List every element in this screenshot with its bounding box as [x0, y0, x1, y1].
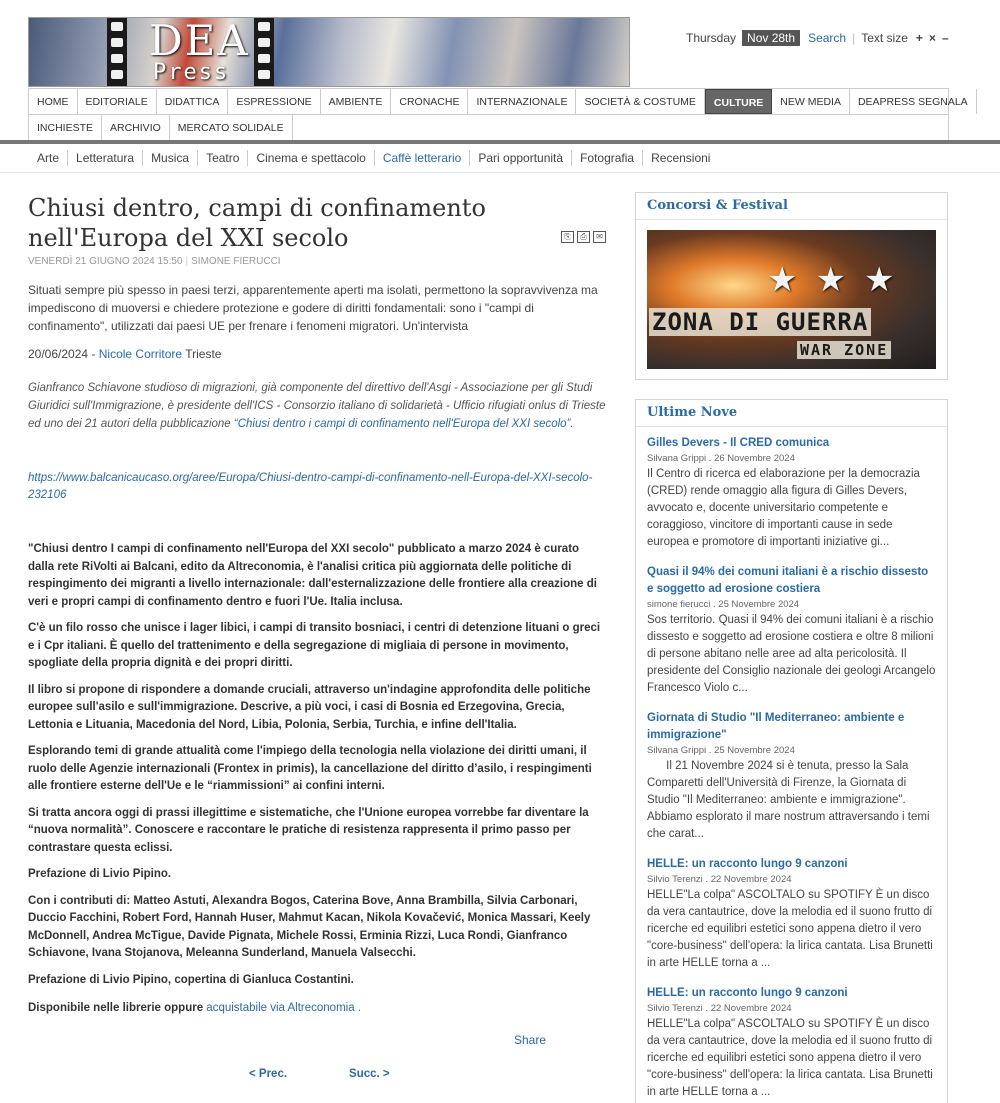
news-item-separator: . — [710, 599, 719, 610]
article-paragraph: Prefazione di Livio Pipino, copertina di Gianluca Costantini. — [28, 973, 354, 986]
news-item-excerpt: HELLE"La colpa" ASCOLTALO su SPOTIFY È un disco da vera cantautrice, dove la melodia ed il suono frutto di ricerche ed equilibri estetici sono appena dietro il vero "core-business" dell'opera: la lirica cantata. Lisa Brunetti in arte HELLE torna a ... — [647, 889, 937, 969]
news-item-separator: . — [706, 453, 715, 464]
news-item-separator: . — [702, 874, 711, 885]
festival-box-title: Concorsi & Festival — [636, 193, 947, 220]
main-nav-row-2 — [29, 115, 284, 141]
buy-link[interactable]: acquistabile via Altreconomia — [206, 1002, 355, 1014]
news-item-excerpt: HELLE"La colpa" ASCOLTALO su SPOTIFY È un disco da vera cantautrice, dove la melodia ed il suono frutto di ricerche ed equilibri estetici sono appena dietro il vero "core-business" dell'opera: la lirica cantata. Lisa Brunetti in arte HELLE torna a ... — [647, 1018, 937, 1098]
text-size-reset-button[interactable]: × — [928, 31, 936, 45]
news-item-meta — [647, 745, 936, 756]
film-strip-left — [107, 18, 127, 87]
article-paragraph: Il libro si propone di rispondere a domande cruciali, attraverso un'indagine approfondita delle politiche europee sull'asilo e sull'immigrazione. Descrive, a più voci, i casi di Bosnia ed Erzegovina, Grecia, Lettonia e Lituania, Macedonia del Nord, Libia, Polonia, Serbia, Turchia, e infine dell'Italia. — [28, 683, 591, 731]
article-author: SIMONE FIERUCCI — [191, 256, 281, 267]
news-item-title-link[interactable]: HELLE: un racconto lungo 9 canzoni — [647, 987, 848, 999]
nav-divider-bar — [0, 140, 1000, 144]
news-item-author: Silvio Terenzi — [647, 874, 703, 885]
news-item-title-link[interactable]: Giornata di Studio "Il Mediterraneo: ambiente e immigrazione" — [647, 712, 905, 741]
email-icon[interactable]: ✉ — [593, 231, 606, 243]
latest-news-box — [635, 399, 948, 1103]
news-item — [647, 985, 936, 1101]
text-size-increase-button[interactable]: + — [915, 31, 923, 45]
search-link[interactable]: Search — [808, 31, 847, 45]
nav-item-societa-costume[interactable]: SOCIETÀ & COSTUME — [576, 89, 704, 114]
article-intro: Situati sempre più spesso in paesi terzi, apparentemente aperti ma isolati, permettono la sopravvivenza ma impediscono di muoversi e chiedere protezione e godere di diritti fondamentali: sono i "campi di confinamento", utilizzati dai paesi UE per frenare i fenomeni migratori. Un'intervista — [28, 283, 598, 333]
availability-line — [28, 998, 608, 1016]
news-item-meta — [647, 599, 936, 610]
news-item-separator: . — [706, 745, 715, 756]
news-item-author: Silvana Grippi — [647, 745, 707, 756]
article-paragraph: "Chiusi dentro I campi di confinamento nell'Europa del XXI secolo" pubblicato a marzo 2024 è curato dalla rete RiVolti ai Balcani, edito da Altreconomia, è l'analisi critica più aggiornata delle politiche di respingimento dei migranti a livello internazionale: dall'esternalizzazione delle frontiere alla creazione di veri e propri campi di confinamento dentro e fuori l'Ue. Italia inclusa. — [28, 543, 597, 608]
news-item-meta — [647, 874, 936, 885]
article-paragraph: Prefazione di Livio Pipino. — [28, 868, 172, 880]
nav-item-new-media[interactable]: NEW MEDIA — [772, 89, 850, 114]
article-pager — [249, 1068, 390, 1080]
sub-nav — [28, 150, 718, 166]
banner-title: ZONA DI GUERRA — [649, 308, 871, 336]
article-title: Chiusi dentro, campi di confinamento nell'Europa del XXI secolo — [28, 194, 486, 252]
news-item-separator: . — [702, 1003, 711, 1014]
news-item-meta — [647, 1003, 936, 1014]
nav-item-inchieste[interactable]: INCHIESTE — [29, 115, 102, 140]
nav-item-espressione[interactable]: ESPRESSIONE — [228, 89, 320, 114]
festival-box — [635, 192, 948, 380]
news-item-date: 25 Novembre 2024 — [714, 745, 795, 756]
text-size-decrease-button[interactable]: – — [941, 31, 949, 45]
main-nav-row-1 — [29, 89, 968, 115]
text-size-label: Text size — [861, 31, 908, 45]
pdf-icon[interactable]: ⎘ — [561, 231, 574, 243]
article-paragraph: Con i contributi di: Matteo Astuti, Alexandra Bogos, Caterina Bove, Anna Brambilla, Silvia Carbonari, Duccio Facchini, Robert Ford, Hannah Huser, Mahmut Kacan, Nikola Kovačević, Monica Massari, Keely McDonnell, Andrea McTigue, Davide Pignata, Michele Rossi, Erminia Rizzi, Luca Rondi, Gianfranco Schiavone, Ivana Stojanova, Meleanna Sunderland, Manuela Valsecchi. — [28, 894, 591, 959]
current-date: Nov 28th — [742, 30, 800, 46]
news-item-date: 22 Novembre 2024 — [710, 874, 792, 885]
availability-text: Disponibile nelle librerie oppure — [28, 1002, 207, 1014]
byline-date: 20/06/2024 - — [28, 347, 96, 361]
news-item-date: 26 Novembre 2024 — [714, 453, 795, 464]
news-item-excerpt: Il 21 Novembre 2024 si è tenuta, presso la Sala Comparetti dell'Università di Firenze, la Giornata di Studio "Il Mediterraneo: ambiente e immigrazione". Abbiamo esplorato il mare nostrum attraversando i temi che carat... — [647, 760, 933, 840]
main-nav — [28, 88, 968, 141]
news-item-author: Silvana Grippi — [647, 453, 707, 464]
subnav-item-caffe-letterario[interactable]: Caffè letterario — [375, 150, 471, 166]
nav-item-archivio[interactable]: ARCHIVIO — [102, 115, 170, 140]
logo-text-press: Press — [153, 60, 230, 85]
banner-stars: ★★★ — [767, 261, 913, 299]
top-utility-bar — [686, 30, 952, 46]
article — [28, 193, 608, 1080]
news-item-date: 22 Novembre 2024 — [710, 1003, 792, 1014]
nav-item-mercato-solidale[interactable]: MERCATO SOLIDALE — [170, 115, 293, 140]
current-day: Thursday — [686, 31, 737, 45]
nav-item-editoriale[interactable]: EDITORIALE — [78, 89, 157, 114]
subnav-item-fotografia[interactable]: Fotografia — [572, 150, 643, 166]
byline-place: Trieste — [185, 347, 222, 361]
next-article-link[interactable]: Succ. > — [349, 1068, 390, 1080]
news-item-author: simone fierucci — [647, 599, 711, 610]
news-item-excerpt: Il Centro di ricerca ed elaborazione per la democrazia (CRED) rende omaggio alla figura di Gilles Devers, avvocato e, docente universitario competente e coraggioso, vincitore di importanti cause in sede europea e promotore di importanti iniziative gi... — [647, 468, 924, 548]
article-byline — [28, 347, 608, 361]
article-date: VENERDÌ 21 GIUGNO 2024 15:50 — [28, 256, 183, 267]
article-paragraph: C'è un filo rosso che unisce i lager libici, i campi di transito bosniaci, i centri di detenzione lituani o greci e i Cpr italiani. È quello del trattenimento e della segregazione di migliaia di persone in movimento, spogliate della propria dignità e dei propri diritti. — [28, 622, 601, 669]
article-paragraph: Si tratta ancora oggi di prassi illegittime e sistematiche, che l'Unione europea vorrebbe far diventare la “nuova normalità”. Conoscere e raccontare le pratiche di resistenza rappresenta il primo passo per contrastare questa eclissi. — [28, 806, 589, 854]
nav-item-didattica[interactable]: DIDATTICA — [157, 89, 229, 114]
news-item — [647, 564, 939, 697]
subnav-item-recensioni[interactable]: Recensioni — [651, 151, 711, 165]
latest-news-list — [636, 427, 947, 1101]
news-item — [647, 856, 936, 972]
nav-item-deapress-segnala[interactable]: DEAPRESS SEGNALA — [850, 89, 977, 114]
nav-item-home[interactable]: HOME — [29, 89, 78, 114]
article-meta: VENERDÌ 21 GIUGNO 2024 15:50 | SIMONE FIERUCCI — [28, 256, 281, 267]
subnav-item-letteratura[interactable]: Letteratura — [68, 150, 143, 166]
war-zone-banner[interactable] — [647, 230, 936, 369]
article-paragraph: Esplorando temi di grande attualità come l'impiego della tecnologia nella violazione dei diritti umani, il ruolo delle Agenzie internazionali (Frontex in primis), la cancellazione del diritto d’asilo, i respingimenti alle frontiere esterne dell'Ue e le “riammissioni” ai confini interni. — [28, 745, 592, 792]
byline-author-link[interactable]: Nicole Corritore — [98, 347, 183, 361]
share-button[interactable]: Share — [514, 1033, 547, 1047]
article-tools — [561, 231, 606, 243]
news-item — [647, 710, 936, 843]
latest-news-title: Ultime Nove — [636, 400, 947, 427]
nav-item-ambiente[interactable]: AMBIENTE — [321, 89, 392, 114]
author-bio-text: Gianfranco Schiavone studioso di migrazioni, già componente del direttivo dell'Asgi - Associazione per gli Studi Giuridici sull'Immigrazione, è presidente dell'ICS - Consorzio italiano di solidarietà - Ufficio rifugiati onlus di Trieste ed uno dei 21 autori della pubblicazione — [28, 382, 606, 430]
news-item-excerpt: Sos territorio. Quasi il 94% dei comuni italiani è a rischio dissesto e soggetto ad erosione costiera e oltre 8 milioni di persone abitano nelle aree ad alta pericolosità. Il presidente del Consiglio nazionale dei geologi Arcangelo Francesco Violo c... — [647, 614, 939, 694]
news-item — [647, 435, 936, 551]
separator: | — [852, 31, 856, 45]
publication-link[interactable]: “Chiusi dentro i campi di confinamento nell'Europa del XXI secolo”. — [233, 418, 574, 430]
news-item-date: 25 Novembre 2024 — [718, 599, 800, 610]
nav-item-culture[interactable]: CULTURE — [705, 89, 772, 114]
banner-subtitle: WAR ZONE — [797, 341, 891, 359]
news-item-title-link[interactable]: Quasi il 94% dei comuni italiani è a rischio dissesto e soggetto ad erosione costiera — [647, 566, 929, 595]
subnav-item-musica[interactable]: Musica — [143, 150, 198, 166]
news-item-title-link[interactable]: Gilles Devers - Il CRED comunica — [647, 437, 830, 449]
film-strip-right — [254, 18, 274, 87]
news-item-title-link[interactable]: HELLE: un racconto lungo 9 canzoni — [647, 858, 848, 870]
prev-article-link[interactable]: < Prec. — [249, 1068, 288, 1080]
subnav-item-cinema-e-spettacolo[interactable]: Cinema e spettacolo — [248, 150, 374, 166]
nav-item-cronache[interactable]: CRONACHE — [391, 89, 468, 114]
subnav-item-pari-opportunita[interactable]: Pari opportunità — [470, 150, 572, 166]
subnav-item-teatro[interactable]: Teatro — [198, 150, 248, 166]
subnav-divider — [0, 172, 1000, 173]
article-body — [28, 541, 608, 989]
availability-suffix: . — [354, 1002, 361, 1014]
author-bio — [28, 379, 608, 433]
print-icon[interactable]: ⎙ — [577, 231, 590, 243]
logo-text-dea: DEA — [149, 17, 250, 65]
news-item-meta — [647, 453, 936, 464]
subnav-item-arte[interactable]: Arte — [28, 150, 68, 166]
site-logo[interactable] — [28, 17, 630, 87]
source-url-link[interactable]: https://www.balcanicaucaso.org/aree/Europa/Chiusi-dentro-campi-di-confinamento-nell-Europa-del-XXI-secolo-232106 — [28, 472, 593, 501]
news-item-author: Silvio Terenzi — [647, 1003, 703, 1014]
nav-item-internazionale[interactable]: INTERNAZIONALE — [468, 89, 576, 114]
